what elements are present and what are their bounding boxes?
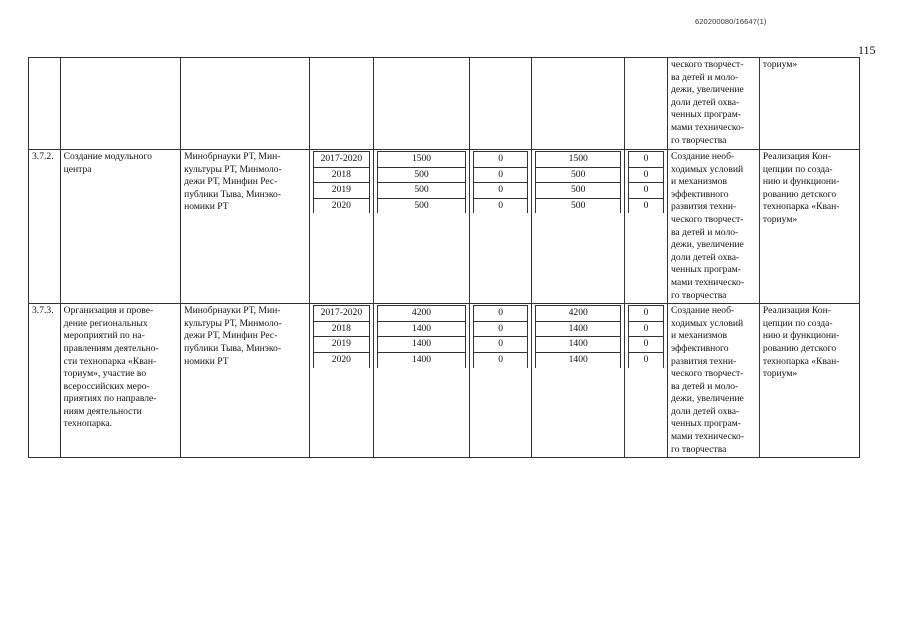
text-line: Реализация Кон- (762, 151, 831, 162)
other-column (625, 304, 668, 458)
text-line: развития техни- (671, 355, 737, 367)
other-value: 0 (629, 183, 664, 199)
expected-result (668, 150, 760, 304)
text-line: и механизмов (671, 176, 727, 188)
text-line: ва детей и моло- (671, 71, 739, 83)
text-line: Организация и прове- (63, 305, 154, 317)
text-line: го творчества (671, 443, 727, 455)
other-value: 0 (629, 352, 664, 367)
cell-empty (60, 58, 180, 150)
text-line: доли детей охва- (671, 405, 740, 417)
other-value: 0 (629, 167, 664, 183)
years-value: 2019 (313, 337, 369, 353)
document-number: 620200080/16647(1) (695, 17, 767, 26)
republic-value: 1400 (536, 352, 621, 367)
years-value: 2019 (313, 183, 369, 199)
federal-value: 0 (473, 321, 527, 337)
continuation-goal (759, 58, 859, 150)
text-line: ториум» (762, 368, 798, 380)
text-line: центра (63, 163, 92, 175)
text-line: культуры РТ, Минмоло- (184, 317, 282, 329)
republic-value: 500 (536, 183, 621, 199)
text-line: ходимых условий (671, 163, 744, 175)
republic-column (532, 150, 625, 304)
activity-name (60, 150, 180, 304)
republic-value: 1400 (536, 337, 621, 353)
table-row (29, 304, 860, 458)
text-line: публики Тыва, Минэко- (184, 188, 282, 200)
text-line: го творчества (671, 134, 727, 146)
other-value: 0 (629, 152, 664, 168)
total-column (374, 304, 470, 458)
text-line: ченных програм- (671, 109, 741, 121)
total-value: 1400 (378, 337, 466, 353)
text-line: и механизмов (671, 330, 727, 342)
text-line: эффективного (671, 342, 729, 354)
text-line: Реализация Кон- (762, 305, 831, 317)
text-line: цепции по созда- (762, 163, 833, 175)
text-line: ченных програм- (671, 418, 741, 430)
federal-column (469, 150, 531, 304)
text-line: ченных програм- (671, 264, 741, 276)
republic-value: 4200 (536, 306, 621, 322)
text-line: Минобрнауки РТ, Мин- (184, 151, 281, 162)
text-line: технопарка «Кван- (762, 201, 840, 213)
years-value: 2018 (313, 321, 369, 337)
executors (181, 150, 310, 304)
total-value: 500 (378, 198, 466, 213)
cell-empty (181, 58, 310, 150)
text-line: культуры РТ, Минмоло- (184, 163, 282, 175)
text-line: дежи, увеличение (671, 393, 744, 405)
republic-value: 500 (536, 167, 621, 183)
text-line: го творчества (671, 289, 727, 301)
text-line: Создание необ- (671, 305, 735, 317)
text-line: технопарка. (63, 418, 113, 430)
other-value: 0 (629, 321, 664, 337)
years-column (309, 304, 373, 458)
row-number: 3.7.2. (29, 150, 61, 304)
text-line: технопарка «Кван- (762, 355, 840, 367)
program-table (28, 57, 860, 458)
republic-column (532, 304, 625, 458)
text-line: эффективного (671, 188, 729, 200)
text-line: ториум» (762, 59, 798, 70)
other-value: 0 (629, 337, 664, 353)
goal (759, 304, 859, 458)
text-line: цепции по созда- (762, 317, 833, 329)
text-line: ческого творчест- (671, 213, 744, 225)
continuation-row (29, 58, 860, 150)
text-line: ториум», участие во (63, 368, 147, 380)
text-line: развития техни- (671, 201, 737, 213)
text-line: Создание необ- (671, 151, 735, 162)
text-line: публики Тыва, Минэко- (184, 342, 282, 354)
text-line: ходимых условий (671, 317, 744, 329)
federal-value: 0 (473, 167, 527, 183)
text-line: доли детей охва- (671, 251, 740, 263)
years-value: 2017-2020 (313, 152, 369, 168)
text-line: ческого творчест- (671, 368, 744, 380)
text-line: доли детей охва- (671, 96, 740, 108)
text-line: Создание модульного (63, 151, 152, 162)
text-line: всероссийских меро- (63, 380, 150, 392)
text-line: дение региональных (63, 317, 148, 329)
cell-empty (29, 58, 61, 150)
years-value: 2020 (313, 352, 369, 367)
text-line: сти технопарка «Кван- (63, 355, 157, 367)
table-row (29, 150, 860, 304)
text-line: ческого творчест- (671, 59, 744, 70)
republic-value: 1400 (536, 321, 621, 337)
text-line: мероприятий по на- (63, 330, 145, 342)
text-line: мами техническо- (671, 431, 745, 443)
activity-name (60, 304, 180, 458)
total-value: 1400 (378, 352, 466, 367)
federal-value: 0 (473, 306, 527, 322)
years-value: 2017-2020 (313, 306, 369, 322)
other-value: 0 (629, 198, 664, 213)
text-line: дежи РТ, Минфин Рес- (184, 330, 278, 342)
total-value: 1400 (378, 321, 466, 337)
total-value: 500 (378, 167, 466, 183)
row-number: 3.7.3. (29, 304, 61, 458)
text-line: ва детей и моло- (671, 380, 739, 392)
text-line: правлениям деятельно- (63, 342, 159, 354)
republic-value: 1500 (536, 152, 621, 168)
text-line: ниям деятельности (63, 405, 142, 417)
text-line: рованию детского (762, 342, 837, 354)
text-line: номики РТ (184, 355, 229, 367)
text-line: нию и функциони- (762, 330, 840, 342)
years-column (309, 150, 373, 304)
goal (759, 150, 859, 304)
total-value: 4200 (378, 306, 466, 322)
total-value: 1500 (378, 152, 466, 168)
text-line: дежи, увеличение (671, 84, 744, 96)
executors (181, 304, 310, 458)
continuation-result (668, 58, 760, 150)
text-line: нию и функциони- (762, 176, 840, 188)
republic-value: 500 (536, 198, 621, 213)
federal-value: 0 (473, 152, 527, 168)
years-value: 2018 (313, 167, 369, 183)
text-line: номики РТ (184, 201, 229, 213)
text-line: дежи РТ, Минфин Рес- (184, 176, 278, 188)
page-number: 115 (858, 43, 876, 57)
federal-value: 0 (473, 352, 527, 367)
years-value: 2020 (313, 198, 369, 213)
expected-result (668, 304, 760, 458)
federal-column (469, 304, 531, 458)
text-line: Минобрнауки РТ, Мин- (184, 305, 281, 317)
text-line: мами техническо- (671, 276, 745, 288)
cell-empty (532, 58, 625, 150)
federal-value: 0 (473, 183, 527, 199)
total-column (374, 150, 470, 304)
federal-value: 0 (473, 198, 527, 213)
text-line: ториум» (762, 213, 798, 225)
text-line: дежи, увеличение (671, 239, 744, 251)
text-line: рованию детского (762, 188, 837, 200)
cell-empty (374, 58, 470, 150)
text-line: приятиях по направле- (63, 393, 157, 405)
cell-empty (625, 58, 668, 150)
text-line: ва детей и моло- (671, 226, 739, 238)
total-value: 500 (378, 183, 466, 199)
text-line: мами техническо- (671, 121, 745, 133)
other-value: 0 (629, 306, 664, 322)
cell-empty (309, 58, 373, 150)
federal-value: 0 (473, 337, 527, 353)
other-column (625, 150, 668, 304)
cell-empty (469, 58, 531, 150)
